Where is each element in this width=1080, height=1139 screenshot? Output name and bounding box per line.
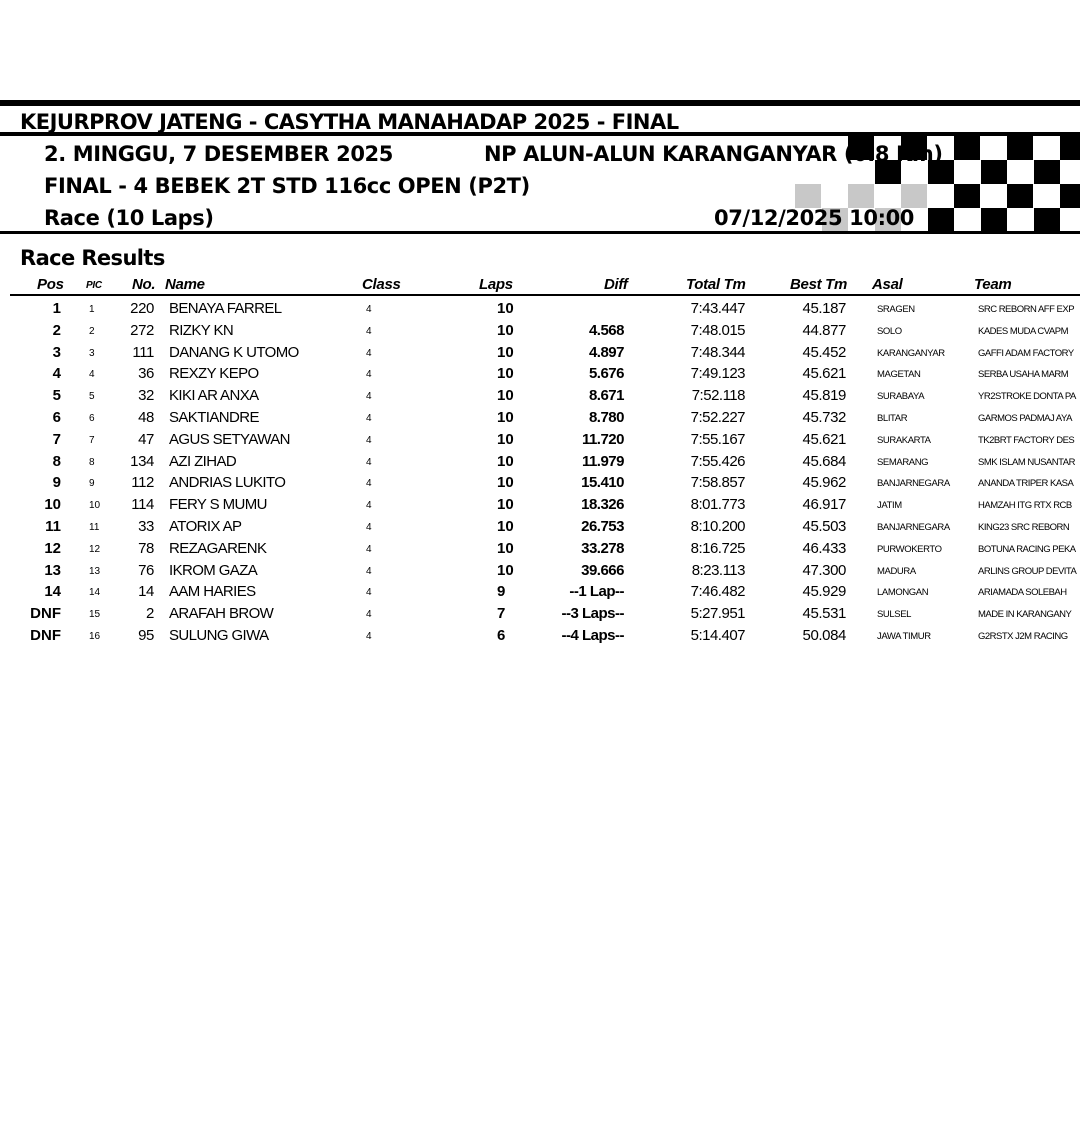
cell-team: KING23 SRC REBORN (978, 521, 1070, 533)
cell-pos: 13 (44, 561, 61, 579)
cell-class: 4 (366, 500, 372, 512)
table-row (0, 516, 1080, 538)
cell-total: 8:01.773 (690, 496, 745, 514)
cell-team: MADE IN KARANGANY (978, 609, 1072, 621)
col-name: Name (165, 276, 205, 293)
col-diff: Diff (604, 276, 628, 293)
cell-total: 7:52.118 (691, 387, 745, 405)
cell-best: 45.531 (802, 605, 846, 623)
cell-diff: --1 Lap-- (569, 583, 624, 601)
cell-class: 4 (366, 630, 372, 642)
cell-diff: 5.676 (588, 365, 624, 383)
cell-laps: 10 (497, 517, 514, 535)
table-row (0, 298, 1080, 320)
cell-class: 4 (366, 347, 372, 359)
cell-asal: JATIM (877, 500, 902, 512)
col-total: Total Tm (686, 276, 746, 293)
table-row (0, 538, 1080, 560)
cell-diff: 4.897 (588, 343, 624, 361)
cell-team: BOTUNA RACING PEKA (978, 543, 1076, 555)
cell-best: 45.621 (802, 365, 846, 383)
cell-pic: 8 (89, 456, 95, 468)
cell-laps: 10 (497, 539, 514, 557)
cell-no: 272 (130, 321, 154, 339)
col-laps: Laps (479, 276, 513, 293)
cell-diff: 4.568 (588, 321, 624, 339)
cell-name: FERY S MUMU (169, 496, 267, 514)
cell-name: ARAFAH BROW (169, 605, 274, 623)
cell-pic: 2 (89, 325, 95, 337)
col-team: Team (974, 276, 1012, 293)
col-class: Class (362, 276, 401, 293)
cell-laps: 10 (497, 343, 514, 361)
cell-total: 7:48.344 (690, 343, 745, 361)
cell-laps: 10 (497, 496, 514, 514)
cell-pos: 11 (45, 517, 61, 535)
cell-team: SMK ISLAM NUSANTAR (978, 456, 1075, 468)
cell-diff: 8.671 (588, 387, 624, 405)
cell-no: 32 (138, 387, 154, 405)
cell-total: 7:43.447 (690, 300, 745, 317)
cell-team: ARIAMADA SOLEBAH (978, 587, 1067, 599)
cell-name: BENAYA FARREL (169, 300, 282, 317)
cell-pos: 12 (44, 539, 61, 557)
col-no: No. (132, 276, 156, 293)
header-bottom-rule (0, 231, 1080, 234)
cell-diff: 11.979 (581, 452, 624, 470)
cell-asal: SURAKARTA (877, 434, 931, 446)
cell-name: KIKI AR ANXA (169, 387, 259, 405)
cell-asal: MADURA (877, 565, 916, 577)
cell-asal: PURWOKERTO (877, 543, 942, 555)
cell-no: 14 (138, 583, 154, 601)
cell-no: 112 (131, 474, 154, 492)
race-laps: Race (10 Laps) (44, 206, 214, 230)
cell-laps: 10 (497, 561, 514, 579)
cell-name: IKROM GAZA (169, 561, 258, 579)
cell-best: 45.929 (802, 583, 846, 601)
cell-diff: --4 Laps-- (561, 626, 624, 644)
cell-team: ANANDA TRIPER KASA (978, 478, 1074, 490)
cell-no: 95 (138, 626, 154, 644)
cell-name: RIZKY KN (169, 321, 234, 339)
cell-class: 4 (366, 325, 372, 337)
cell-total: 7:46.482 (690, 583, 745, 601)
table-row (0, 407, 1080, 429)
cell-asal: SULSEL (877, 609, 912, 621)
cell-pic: 14 (89, 587, 101, 599)
cell-name: SAKTIANDRE (169, 408, 259, 426)
cell-pos: 5 (52, 387, 61, 405)
cell-pos: 1 (52, 300, 61, 317)
cell-laps: 10 (497, 387, 514, 405)
cell-asal: MAGETAN (877, 369, 921, 381)
cell-pic: 16 (89, 630, 101, 642)
cell-class: 4 (366, 304, 372, 315)
cell-diff: 33.278 (581, 539, 624, 557)
cell-laps: 10 (497, 365, 514, 383)
race-class: FINAL - 4 BEBEK 2T STD 116cc OPEN (P2T) (44, 174, 530, 198)
cell-best: 45.684 (802, 452, 846, 470)
cell-no: 2 (146, 605, 154, 623)
cell-laps: 10 (497, 408, 514, 426)
cell-pic: 13 (89, 565, 101, 577)
cell-best: 47.300 (802, 561, 846, 579)
cell-laps: 10 (497, 430, 514, 448)
col-pic: PIC (86, 280, 102, 291)
cell-pic: 6 (89, 412, 95, 424)
cell-class: 4 (366, 609, 372, 621)
cell-total: 5:27.951 (690, 605, 745, 623)
cell-class: 4 (366, 434, 372, 446)
cell-asal: BANJARNEGARA (877, 478, 950, 490)
cell-name: REZAGARENK (169, 539, 267, 557)
cell-pos: 6 (52, 408, 61, 426)
cell-best: 46.433 (802, 539, 846, 557)
cell-class: 4 (366, 587, 372, 599)
cell-pos: 14 (44, 583, 61, 601)
cell-name: REXZY KEPO (169, 365, 259, 383)
cell-no: 33 (138, 517, 154, 535)
cell-laps: 10 (497, 300, 514, 317)
cell-total: 5:14.407 (690, 626, 745, 644)
cell-pos: 2 (52, 321, 61, 339)
section-title: Race Results (20, 246, 165, 270)
cell-pic: 15 (89, 609, 101, 621)
cell-diff: 8.780 (588, 408, 624, 426)
cell-pos: 10 (44, 496, 61, 514)
race-datetime: 07/12/2025 10:00 (714, 206, 914, 230)
event-circuit: NP ALUN-ALUN KARANGANYAR (0.8 Km) (484, 142, 943, 166)
cell-pic: 9 (89, 478, 95, 490)
cell-laps: 10 (497, 452, 514, 470)
cell-best: 45.503 (802, 517, 846, 535)
cell-asal: SOLO (877, 325, 902, 337)
event-title: KEJURPROV JATENG - CASYTHA MANAHADAP 2025 - FINAL (20, 110, 679, 134)
table-row (0, 451, 1080, 473)
cell-asal: JAWA TIMUR (877, 630, 931, 642)
cell-team: KADES MUDA CVAPM (978, 325, 1069, 337)
cell-no: 36 (138, 365, 154, 383)
cell-laps: 10 (497, 321, 514, 339)
cell-team: YR2STROKE DONTA PA (978, 391, 1076, 403)
cell-asal: LAMONGAN (877, 587, 929, 599)
cell-pic: 4 (89, 369, 95, 381)
cell-best: 50.084 (802, 626, 846, 644)
results-table (0, 298, 1080, 647)
table-row (0, 385, 1080, 407)
table-row (0, 472, 1080, 494)
cell-pos: 4 (52, 365, 61, 383)
cell-total: 8:10.200 (690, 517, 745, 535)
cell-pic: 10 (89, 500, 101, 512)
cell-pos: DNF (30, 626, 61, 644)
cell-laps: 9 (497, 583, 506, 601)
cell-no: 134 (130, 452, 154, 470)
cell-team: SERBA USAHA MARM (978, 369, 1069, 381)
cell-total: 8:23.113 (691, 561, 745, 579)
cell-total: 7:55.426 (690, 452, 745, 470)
cell-asal: BANJARNEGARA (877, 521, 950, 533)
cell-pos: DNF (30, 605, 61, 623)
cell-asal: SURABAYA (877, 391, 925, 403)
cell-laps: 10 (497, 474, 514, 492)
cell-diff: --3 Laps-- (561, 605, 624, 623)
cell-name: SULUNG GIWA (169, 626, 269, 644)
cell-name: AZI ZIHAD (169, 452, 237, 470)
cell-diff: 26.753 (581, 517, 624, 535)
cell-asal: KARANGANYAR (877, 347, 945, 359)
table-header (0, 276, 1080, 294)
cell-laps: 6 (497, 626, 506, 644)
cell-pos: 3 (52, 343, 61, 361)
cell-pic: 1 (89, 304, 95, 315)
cell-asal: BLITAR (877, 412, 908, 424)
cell-name: AGUS SETYAWAN (169, 430, 290, 448)
cell-class: 4 (366, 456, 372, 468)
cell-total: 8:16.725 (690, 539, 745, 557)
cell-pos: 8 (52, 452, 61, 470)
cell-best: 45.819 (802, 387, 846, 405)
col-best: Best Tm (790, 276, 848, 293)
cell-class: 4 (366, 391, 372, 403)
table-row (0, 494, 1080, 516)
cell-best: 44.877 (802, 321, 846, 339)
event-date: 2. MINGGU, 7 DESEMBER 2025 (44, 142, 393, 166)
cell-pic: 12 (89, 543, 101, 555)
table-row (0, 363, 1080, 385)
cell-diff: 15.410 (581, 474, 624, 492)
col-asal: Asal (872, 276, 903, 293)
cell-no: 114 (131, 496, 154, 514)
cell-pic: 3 (89, 347, 95, 359)
cell-best: 45.452 (802, 343, 846, 361)
table-row (0, 603, 1080, 625)
table-row (0, 429, 1080, 451)
cell-total: 7:52.227 (690, 408, 745, 426)
cell-no: 78 (138, 539, 154, 557)
cell-team: SRC REBORN AFF EXP (978, 304, 1075, 315)
cell-best: 45.187 (802, 300, 846, 317)
cell-no: 48 (138, 408, 154, 426)
cell-laps: 7 (497, 605, 506, 623)
cell-best: 45.732 (802, 408, 846, 426)
cell-team: GARMOS PADMAJ AYA (978, 412, 1072, 424)
cell-class: 4 (366, 543, 372, 555)
table-row (0, 581, 1080, 603)
table-row (0, 320, 1080, 342)
cell-pos: 7 (52, 430, 61, 448)
cell-name: AAM HARIES (169, 583, 256, 601)
cell-class: 4 (366, 369, 372, 381)
table-row (0, 560, 1080, 582)
cell-no: 47 (138, 430, 154, 448)
cell-diff: 39.666 (581, 561, 624, 579)
table-header-rule (10, 294, 1080, 296)
cell-asal: SEMARANG (877, 456, 929, 468)
cell-class: 4 (366, 565, 372, 577)
cell-diff: 18.326 (581, 496, 624, 514)
cell-best: 46.917 (802, 496, 846, 514)
cell-best: 45.621 (802, 430, 846, 448)
table-row (0, 342, 1080, 364)
cell-diff: 11.720 (581, 430, 624, 448)
cell-pic: 11 (89, 521, 100, 533)
cell-no: 76 (138, 561, 154, 579)
cell-team: GAFFI ADAM FACTORY (978, 347, 1074, 359)
cell-team: G2RSTX J2M RACING (978, 630, 1068, 642)
results-header (0, 100, 1080, 236)
cell-total: 7:55.167 (690, 430, 745, 448)
cell-name: ANDRIAS LUKITO (169, 474, 286, 492)
col-pos: Pos (37, 276, 64, 293)
cell-no: 111 (132, 343, 154, 361)
cell-pic: 7 (89, 434, 95, 446)
cell-team: ARLINS GROUP DEVITA (978, 565, 1077, 577)
cell-total: 7:58.857 (690, 474, 745, 492)
cell-pic: 5 (89, 391, 95, 403)
cell-name: DANANG K UTOMO (169, 343, 299, 361)
cell-best: 45.962 (802, 474, 846, 492)
cell-class: 4 (366, 412, 372, 424)
cell-no: 220 (130, 300, 154, 317)
cell-total: 7:49.123 (690, 365, 745, 383)
cell-team: HAMZAH ITG RTX RCB (978, 500, 1072, 512)
cell-name: ATORIX AP (169, 517, 242, 535)
cell-total: 7:48.015 (690, 321, 745, 339)
cell-asal: SRAGEN (877, 304, 915, 315)
header-top-rule (0, 100, 1080, 106)
cell-pos: 9 (52, 474, 61, 492)
cell-class: 4 (366, 478, 372, 490)
table-row (0, 625, 1080, 647)
cell-team: TK2BRT FACTORY DES (978, 434, 1075, 446)
cell-class: 4 (366, 521, 372, 533)
